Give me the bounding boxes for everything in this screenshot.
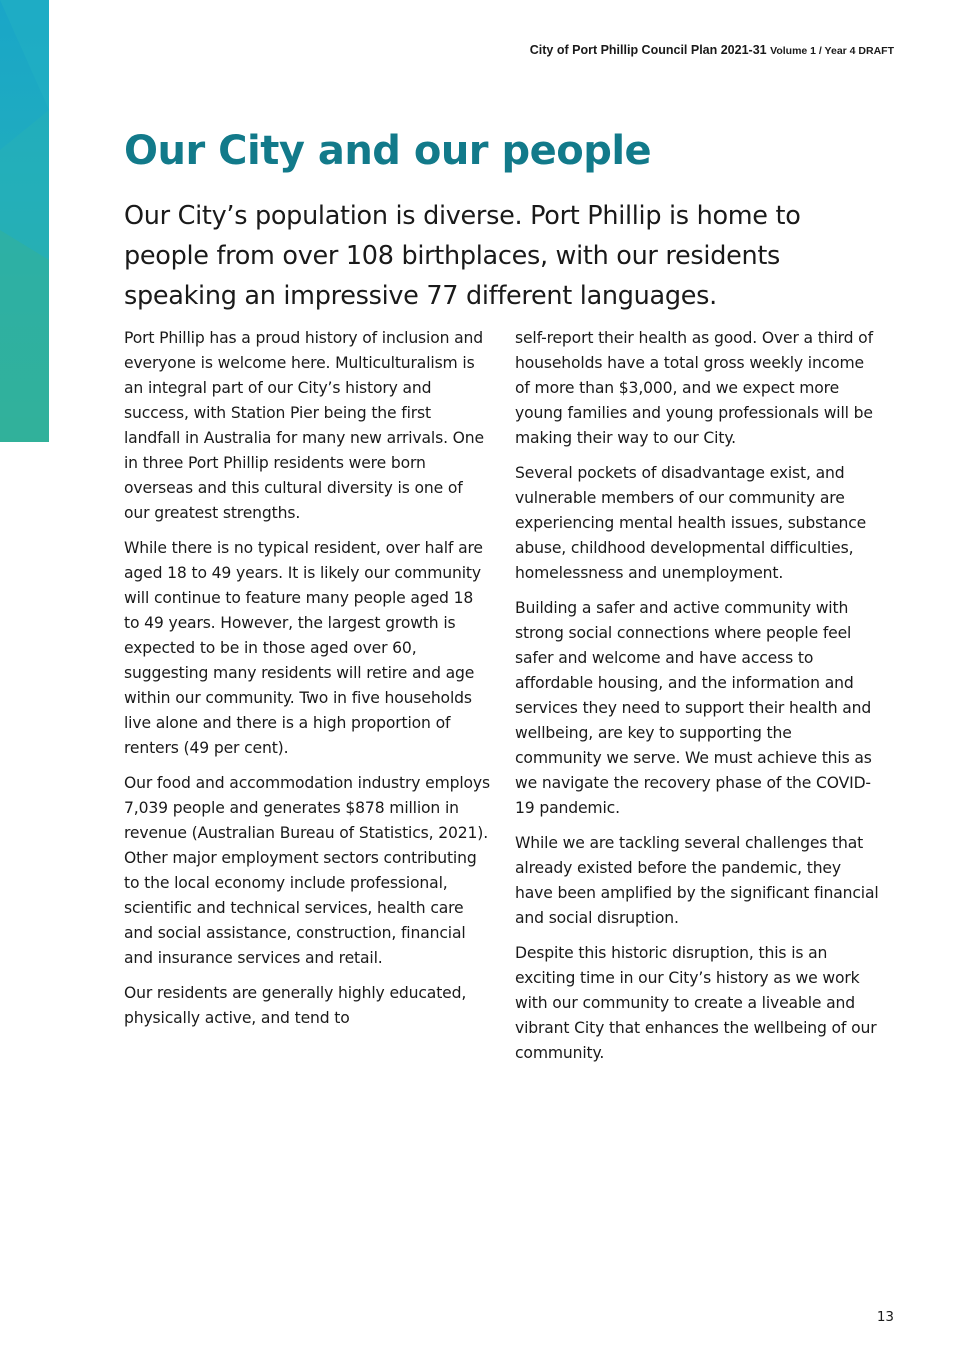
body-paragraph: While there is no typical resident, over half are aged 18 to 49 years. It is likely our community will continue to feature many people aged 18 to 49 years. However, the largest growth is expected to be in those aged over 60, suggesting many residents will retire and age within our community. Two in five households live alone and there is a high proportion of renters (49 per cent). [124, 539, 483, 757]
body-column-left [124, 326, 490, 1041]
body-paragraph: self-report their health as good. Over a third of households have a total gross weekly income of more than $3,000, and we expect more young families and young professionals will be making their way to our City. [515, 329, 873, 447]
body-paragraph: Our food and accommodation industry employs 7,039 people and generates $878 million in revenue (Australian Bureau of Statistics, 2021). Other major employment sectors contributing to the local economy include professional, scientific and technical services, health care and social assistance, construction, financial and insurance services and retail. [124, 774, 490, 967]
body-paragraph: Several pockets of disadvantage exist, and vulnerable members of our community are experiencing mental health issues, substance abuse, childhood developmental difficulties, homelessness and unemployment. [515, 464, 867, 582]
body-paragraph: Our residents are generally highly educated, physically active, and tend to [124, 984, 467, 1027]
decorative-side-band [0, 0, 49, 442]
body-paragraph: While we are tackling several challenges that already existed before the pandemic, they have been amplified by the significant financial and social disruption. [515, 834, 879, 927]
body-paragraph: Building a safer and active community with strong social connections where people feel safer and welcome and have access to affordable housing, and the information and services they need to support their health and wellbeing, are key to supporting the community we serve. We must achieve this as we navigate the recovery phase of the COVID-19 pandemic. [515, 599, 872, 817]
intro-paragraph: Our City’s population is diverse. Port Phillip is home to people from over 108 birthplaces, with our residents speaking an impressive 77 different languages. [124, 201, 801, 311]
page-number: 13 [876, 1309, 894, 1325]
header-subtitle: Volume 1 / Year 4 DRAFT [770, 45, 894, 57]
page-title: Our City and our people [124, 128, 652, 174]
body-column-right [515, 326, 881, 1076]
document-header [300, 43, 894, 57]
body-paragraph: Port Phillip has a proud history of inclusion and everyone is welcome here. Multiculturalism is an integral part of our City’s history and success, with Station Pier being the first landfall in Australia for many new arrivals. One in three Port Phillip residents were born overseas and this cultural diversity is one of our greatest strengths. [124, 329, 484, 522]
body-paragraph: Despite this historic disruption, this is an exciting time in our City’s history as we work with our community to create a liveable and vibrant City that enhances the wellbeing of our community. [515, 944, 877, 1062]
header-title: City of Port Phillip Council Plan 2021-31 [529, 43, 767, 57]
